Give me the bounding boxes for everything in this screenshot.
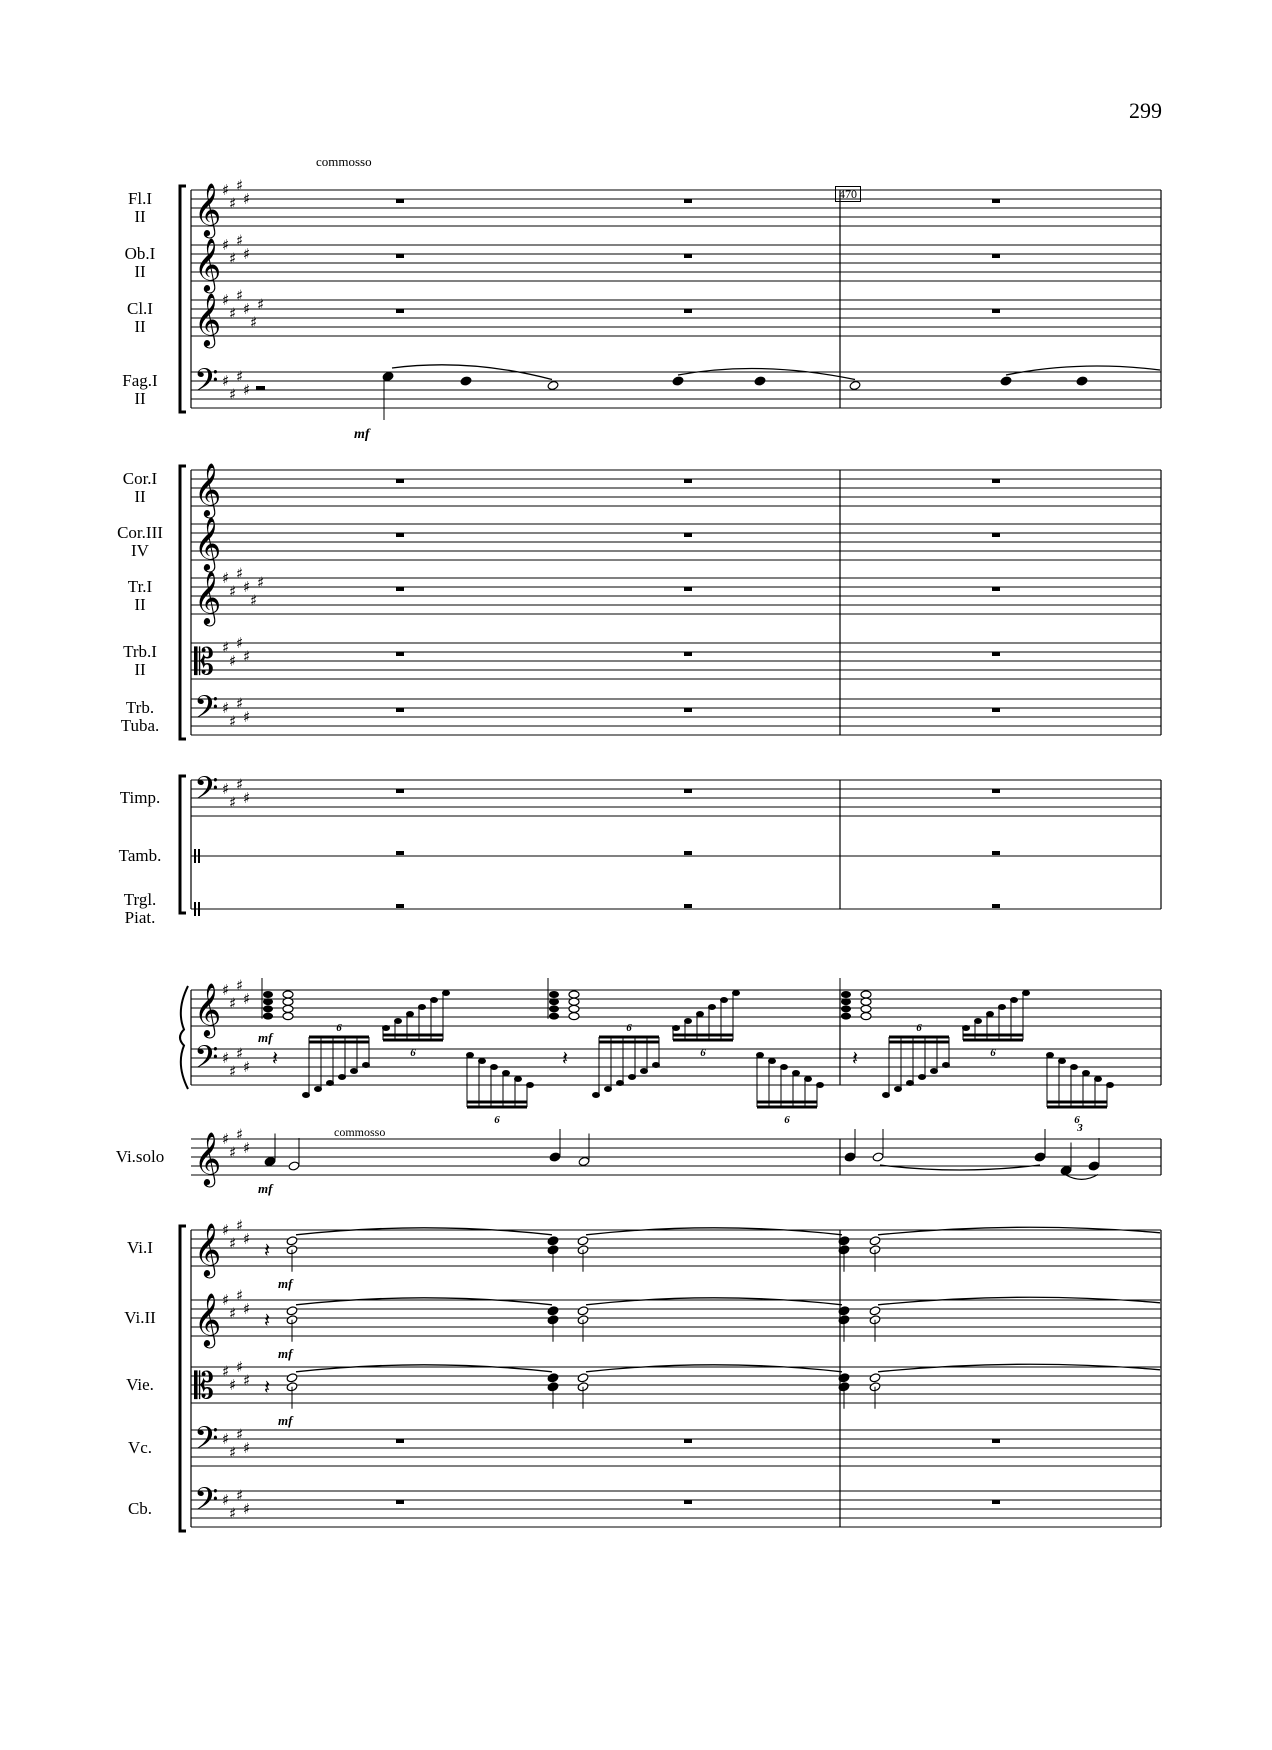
slur (1006, 366, 1160, 375)
key-signature-sharp: ♯ (222, 372, 230, 390)
slur (678, 368, 855, 379)
quarter-rest-icon: 𝄽 (852, 1046, 859, 1070)
whole-rest (992, 254, 1000, 258)
key-signature-sharp: ♯ (229, 1443, 237, 1462)
bass-clef-icon: 𝄢 (194, 1039, 219, 1083)
instrument-label: II (134, 389, 146, 408)
chord-note-head (263, 1005, 273, 1012)
note-head (1000, 376, 1012, 386)
tuplet-number: 3 (1077, 1122, 1083, 1134)
whole-rest (992, 479, 1000, 483)
whole-rest (992, 1439, 1000, 1443)
chord-note-head (283, 1005, 293, 1012)
note-head (460, 376, 472, 386)
tuplet-number: 6 (626, 1022, 632, 1034)
chord-note-head (569, 998, 579, 1005)
whole-rest (992, 533, 1000, 537)
dynamic-mf: mf (354, 427, 370, 442)
note-head (577, 1373, 589, 1383)
tempo-direction-winds: commosso (316, 154, 372, 169)
tie (296, 1228, 552, 1235)
whole-rest (684, 587, 692, 591)
note-head (1060, 1165, 1072, 1175)
note-head (578, 1156, 590, 1166)
whole-rest (396, 1500, 404, 1504)
key-signature-sharp: ♯ (243, 1300, 251, 1318)
chord-note-head (569, 991, 579, 998)
treble-clef-icon: 𝄞 (194, 462, 222, 516)
key-signature-sharp: ♯ (222, 1221, 230, 1239)
bass-clef-icon: 𝄢 (194, 1420, 219, 1464)
instrument-label: Cor.III (117, 523, 163, 542)
whole-rest (992, 199, 1000, 203)
tie (586, 1298, 842, 1305)
key-signature-sharp: ♯ (222, 236, 230, 254)
instrument-label: II (134, 595, 146, 614)
tie (296, 1365, 552, 1372)
chord-note-head (549, 991, 559, 998)
key-signature-sharp: ♯ (236, 286, 244, 305)
instrument-label: Ob.I (124, 244, 156, 263)
tie (586, 1365, 842, 1372)
instrument-label: Trb. (125, 698, 155, 717)
key-signature-sharp: ♯ (222, 1430, 230, 1448)
key-signature-sharp: ♯ (222, 291, 230, 309)
chord-note-head (283, 998, 293, 1005)
whole-rest (992, 708, 1000, 712)
rehearsal-mark-number: 470 (839, 187, 857, 201)
whole-rest (684, 533, 692, 537)
note-head (849, 380, 861, 390)
group-bracket (180, 186, 186, 412)
bass-clef-icon: 𝄢 (194, 689, 219, 733)
dynamic-mf: mf (258, 1181, 273, 1196)
treble-clef-icon: 𝄞 (194, 982, 222, 1036)
alto-clef-icon: 𝄡 (194, 1366, 215, 1407)
key-signature-sharp: ♯ (243, 578, 251, 596)
key-signature-sharp: ♯ (229, 249, 237, 268)
treble-clef-icon: 𝄞 (194, 516, 222, 570)
key-signature-sharp: ♯ (229, 304, 237, 323)
whole-rest (396, 904, 404, 908)
instrument-label: Trb.I (123, 642, 157, 661)
whole-rest (684, 254, 692, 258)
dynamic-mf: mf (258, 1030, 273, 1045)
whole-rest (992, 587, 1000, 591)
key-signature-sharp: ♯ (236, 775, 244, 794)
quarter-rest-icon: 𝄽 (264, 1308, 271, 1332)
key-signature-sharp: ♯ (243, 1439, 251, 1457)
tie (296, 1298, 552, 1305)
key-signature-sharp: ♯ (236, 1486, 244, 1505)
key-signature-sharp: ♯ (243, 190, 251, 208)
key-signature-sharp: ♯ (229, 385, 237, 404)
treble-clef-icon: 𝄞 (194, 237, 222, 291)
key-signature-sharp: ♯ (243, 647, 251, 666)
percussion-clef (198, 902, 200, 916)
alto-clef-icon: 𝄡 (194, 642, 215, 683)
chord-note-head (549, 1013, 559, 1020)
key-signature-sharp: ♯ (250, 313, 258, 332)
treble-clef-icon: 𝄞 (194, 570, 222, 624)
key-signature-sharp: ♯ (236, 1044, 244, 1063)
key-signature-sharp: ♯ (243, 1500, 251, 1518)
group-bracket (180, 466, 186, 739)
note-head (264, 1156, 276, 1166)
key-signature-sharp: ♯ (236, 176, 244, 195)
whole-rest (396, 533, 404, 537)
instrument-label: Cb. (127, 1499, 153, 1518)
key-signature-sharp: ♯ (229, 1376, 237, 1394)
key-signature-sharp: ♯ (222, 1130, 230, 1148)
whole-rest (992, 789, 1000, 793)
whole-rest (396, 789, 404, 793)
instrument-label: Piat. (124, 908, 156, 927)
note-head (869, 1373, 881, 1383)
key-signature-sharp: ♯ (236, 1286, 244, 1305)
treble-clef-icon: 𝄞 (194, 182, 222, 236)
chord-note-head (569, 1005, 579, 1012)
tuplet-number: 6 (700, 1047, 706, 1059)
key-signature-sharp: ♯ (236, 976, 244, 995)
whole-rest (396, 309, 404, 313)
percussion-clef (198, 849, 200, 863)
note-head (872, 1152, 884, 1162)
chord-note-head (861, 998, 871, 1005)
note-head (547, 380, 559, 390)
note-head (547, 1373, 559, 1383)
harp-brace (180, 986, 188, 1089)
key-signature-sharp: ♯ (236, 1425, 244, 1444)
key-signature-sharp: ♯ (243, 708, 251, 726)
key-signature-sharp: ♯ (229, 1304, 237, 1323)
whole-rest (992, 851, 1000, 855)
quarter-rest-icon: 𝄽 (562, 1046, 569, 1070)
whole-rest (396, 479, 404, 483)
bass-clef-icon: 𝄢 (194, 770, 219, 814)
tuplet-number: 6 (494, 1114, 500, 1126)
bass-clef-icon: 𝄢 (194, 1481, 219, 1525)
chord-note-head (263, 991, 273, 998)
note-head (577, 1306, 589, 1316)
dynamic-mf: mf (278, 1346, 293, 1361)
whole-rest (684, 851, 692, 855)
note-head (844, 1152, 856, 1162)
tuplet-number: 6 (410, 1047, 416, 1059)
instrument-label: Tr.I (127, 577, 153, 596)
note-head (1076, 376, 1088, 386)
key-signature-sharp: ♯ (243, 381, 251, 399)
tuplet-number: 6 (784, 1114, 790, 1126)
key-signature-sharp: ♯ (236, 367, 244, 386)
note-head (869, 1236, 881, 1246)
instrument-label: Timp. (119, 788, 161, 807)
key-signature-sharp: ♯ (243, 1139, 251, 1157)
note-head (286, 1306, 298, 1316)
key-signature-sharp: ♯ (243, 1371, 251, 1390)
whole-rest (992, 904, 1000, 908)
key-signature-sharp: ♯ (229, 1234, 237, 1253)
quarter-rest-icon: 𝄽 (264, 1238, 271, 1262)
instrument-label: Cor.I (122, 469, 158, 488)
bass-clef-icon: 𝄢 (194, 362, 219, 406)
chord-note-head (841, 1005, 851, 1012)
instrument-label: Tuba. (120, 716, 160, 735)
instrument-label: Vi.II (124, 1308, 156, 1327)
percussion-clef (194, 849, 196, 863)
tie (586, 1228, 842, 1235)
tuplet-number: 6 (916, 1022, 922, 1034)
key-signature-sharp: ♯ (229, 582, 237, 601)
note-head (754, 376, 766, 386)
key-signature-sharp: ♯ (222, 638, 230, 657)
chord-note-head (861, 1013, 871, 1020)
key-signature-sharp: ♯ (243, 300, 251, 318)
key-signature-sharp: ♯ (236, 564, 244, 583)
tie (878, 1297, 1160, 1305)
tuplet-number: 6 (990, 1047, 996, 1059)
instrument-label: Fl.I (127, 189, 153, 208)
instrument-label: II (134, 487, 146, 506)
key-signature-sharp: ♯ (222, 1291, 230, 1309)
instrument-label: Vi.I (127, 1238, 153, 1257)
tie (878, 1364, 1160, 1372)
instrument-label: Vc. (127, 1438, 153, 1457)
key-signature-sharp: ♯ (243, 1230, 251, 1248)
whole-rest (396, 851, 404, 855)
key-signature-sharp: ♯ (222, 981, 230, 999)
key-signature-sharp: ♯ (222, 780, 230, 798)
dynamic-mf: mf (278, 1276, 293, 1291)
key-signature-sharp: ♯ (229, 1504, 237, 1523)
instrument-label: IV (131, 541, 149, 560)
whole-rest (684, 479, 692, 483)
note-head (286, 1373, 298, 1383)
key-signature-sharp: ♯ (222, 1362, 230, 1381)
key-signature-sharp: ♯ (243, 1058, 251, 1076)
dynamic-mf: mf (278, 1413, 293, 1428)
whole-rest (684, 789, 692, 793)
note-head (672, 376, 684, 386)
note-head (549, 1152, 561, 1162)
chord-note-head (861, 1005, 871, 1012)
half-rest (256, 386, 265, 390)
instrument-label: II (134, 660, 146, 679)
treble-clef-icon: 𝄞 (194, 1222, 222, 1276)
whole-rest (396, 587, 404, 591)
note-head (286, 1236, 298, 1246)
page-number: 299 (1129, 98, 1162, 123)
key-signature-sharp: ♯ (229, 712, 237, 731)
instrument-label: Trgl. (123, 890, 157, 909)
quarter-rest-icon: 𝄽 (272, 1046, 279, 1070)
instrument-label: Vie. (126, 1375, 154, 1394)
treble-clef-icon: 𝄞 (194, 1131, 222, 1185)
chord-note-head (569, 1013, 579, 1020)
key-signature-sharp: ♯ (257, 295, 265, 314)
instrument-label: Fag.I (122, 371, 158, 390)
chord-note-head (861, 991, 871, 998)
note-head (547, 1236, 559, 1246)
note-head (288, 1161, 300, 1171)
chord-note-head (283, 1013, 293, 1020)
key-signature-sharp: ♯ (236, 694, 244, 713)
key-signature-sharp: ♯ (222, 181, 230, 199)
percussion-clef (194, 902, 196, 916)
key-signature-sharp: ♯ (229, 793, 237, 812)
whole-rest (684, 652, 692, 656)
key-signature-sharp: ♯ (250, 591, 258, 610)
chord-note-head (549, 1005, 559, 1012)
whole-rest (396, 199, 404, 203)
whole-rest (684, 708, 692, 712)
group-bracket (180, 776, 186, 913)
whole-rest (396, 652, 404, 656)
whole-rest (396, 254, 404, 258)
treble-clef-icon: 𝄞 (194, 292, 222, 346)
key-signature-sharp: ♯ (243, 245, 251, 263)
chord-note-head (263, 1013, 273, 1020)
instrument-label: II (134, 207, 146, 226)
key-signature-sharp: ♯ (229, 652, 237, 670)
whole-rest (684, 1500, 692, 1504)
treble-clef-icon: 𝄞 (194, 1292, 222, 1346)
key-signature-sharp: ♯ (229, 194, 237, 213)
key-signature-sharp: ♯ (222, 699, 230, 717)
chord-note-head (841, 991, 851, 998)
note-head (577, 1236, 589, 1246)
tuplet-number: 6 (1074, 1114, 1080, 1126)
whole-rest (396, 708, 404, 712)
key-signature-sharp: ♯ (236, 1216, 244, 1235)
whole-rest (992, 1500, 1000, 1504)
instrument-label: Tamb. (118, 846, 162, 865)
key-signature-sharp: ♯ (236, 634, 244, 652)
chord-note-head (841, 998, 851, 1005)
key-signature-sharp: ♯ (236, 1358, 244, 1376)
tuplet-number: 6 (336, 1022, 342, 1034)
whole-rest (396, 1439, 404, 1443)
whole-rest (992, 309, 1000, 313)
chord-note-head (841, 1013, 851, 1020)
key-signature-sharp: ♯ (257, 573, 265, 592)
quarter-rest-icon: 𝄽 (264, 1375, 271, 1399)
key-signature-sharp: ♯ (236, 231, 244, 250)
note-head (1088, 1161, 1100, 1171)
key-signature-sharp: ♯ (222, 1491, 230, 1509)
note-head (547, 1306, 559, 1316)
key-signature-sharp: ♯ (229, 994, 237, 1013)
chord-note-head (283, 991, 293, 998)
chord-note-head (263, 998, 273, 1005)
tie (878, 1227, 1160, 1235)
whole-rest (992, 652, 1000, 656)
instrument-label: Cl.I (127, 299, 153, 318)
instrument-label: II (134, 317, 146, 336)
key-signature-sharp: ♯ (236, 1125, 244, 1144)
whole-rest (684, 309, 692, 313)
whole-rest (684, 199, 692, 203)
group-bracket (180, 1226, 186, 1531)
note-head (869, 1306, 881, 1316)
key-signature-sharp: ♯ (222, 569, 230, 587)
instrument-label: Vi.solo (115, 1147, 165, 1166)
whole-rest (684, 1439, 692, 1443)
chord-note-head (549, 998, 559, 1005)
key-signature-sharp: ♯ (222, 1049, 230, 1067)
key-signature-sharp: ♯ (243, 789, 251, 807)
key-signature-sharp: ♯ (229, 1143, 237, 1162)
note-head (1034, 1152, 1046, 1162)
key-signature-sharp: ♯ (243, 990, 251, 1008)
key-signature-sharp: ♯ (229, 1062, 237, 1081)
instrument-label: II (134, 262, 146, 281)
whole-rest (684, 904, 692, 908)
tempo-direction-solo: commosso (334, 1125, 386, 1139)
